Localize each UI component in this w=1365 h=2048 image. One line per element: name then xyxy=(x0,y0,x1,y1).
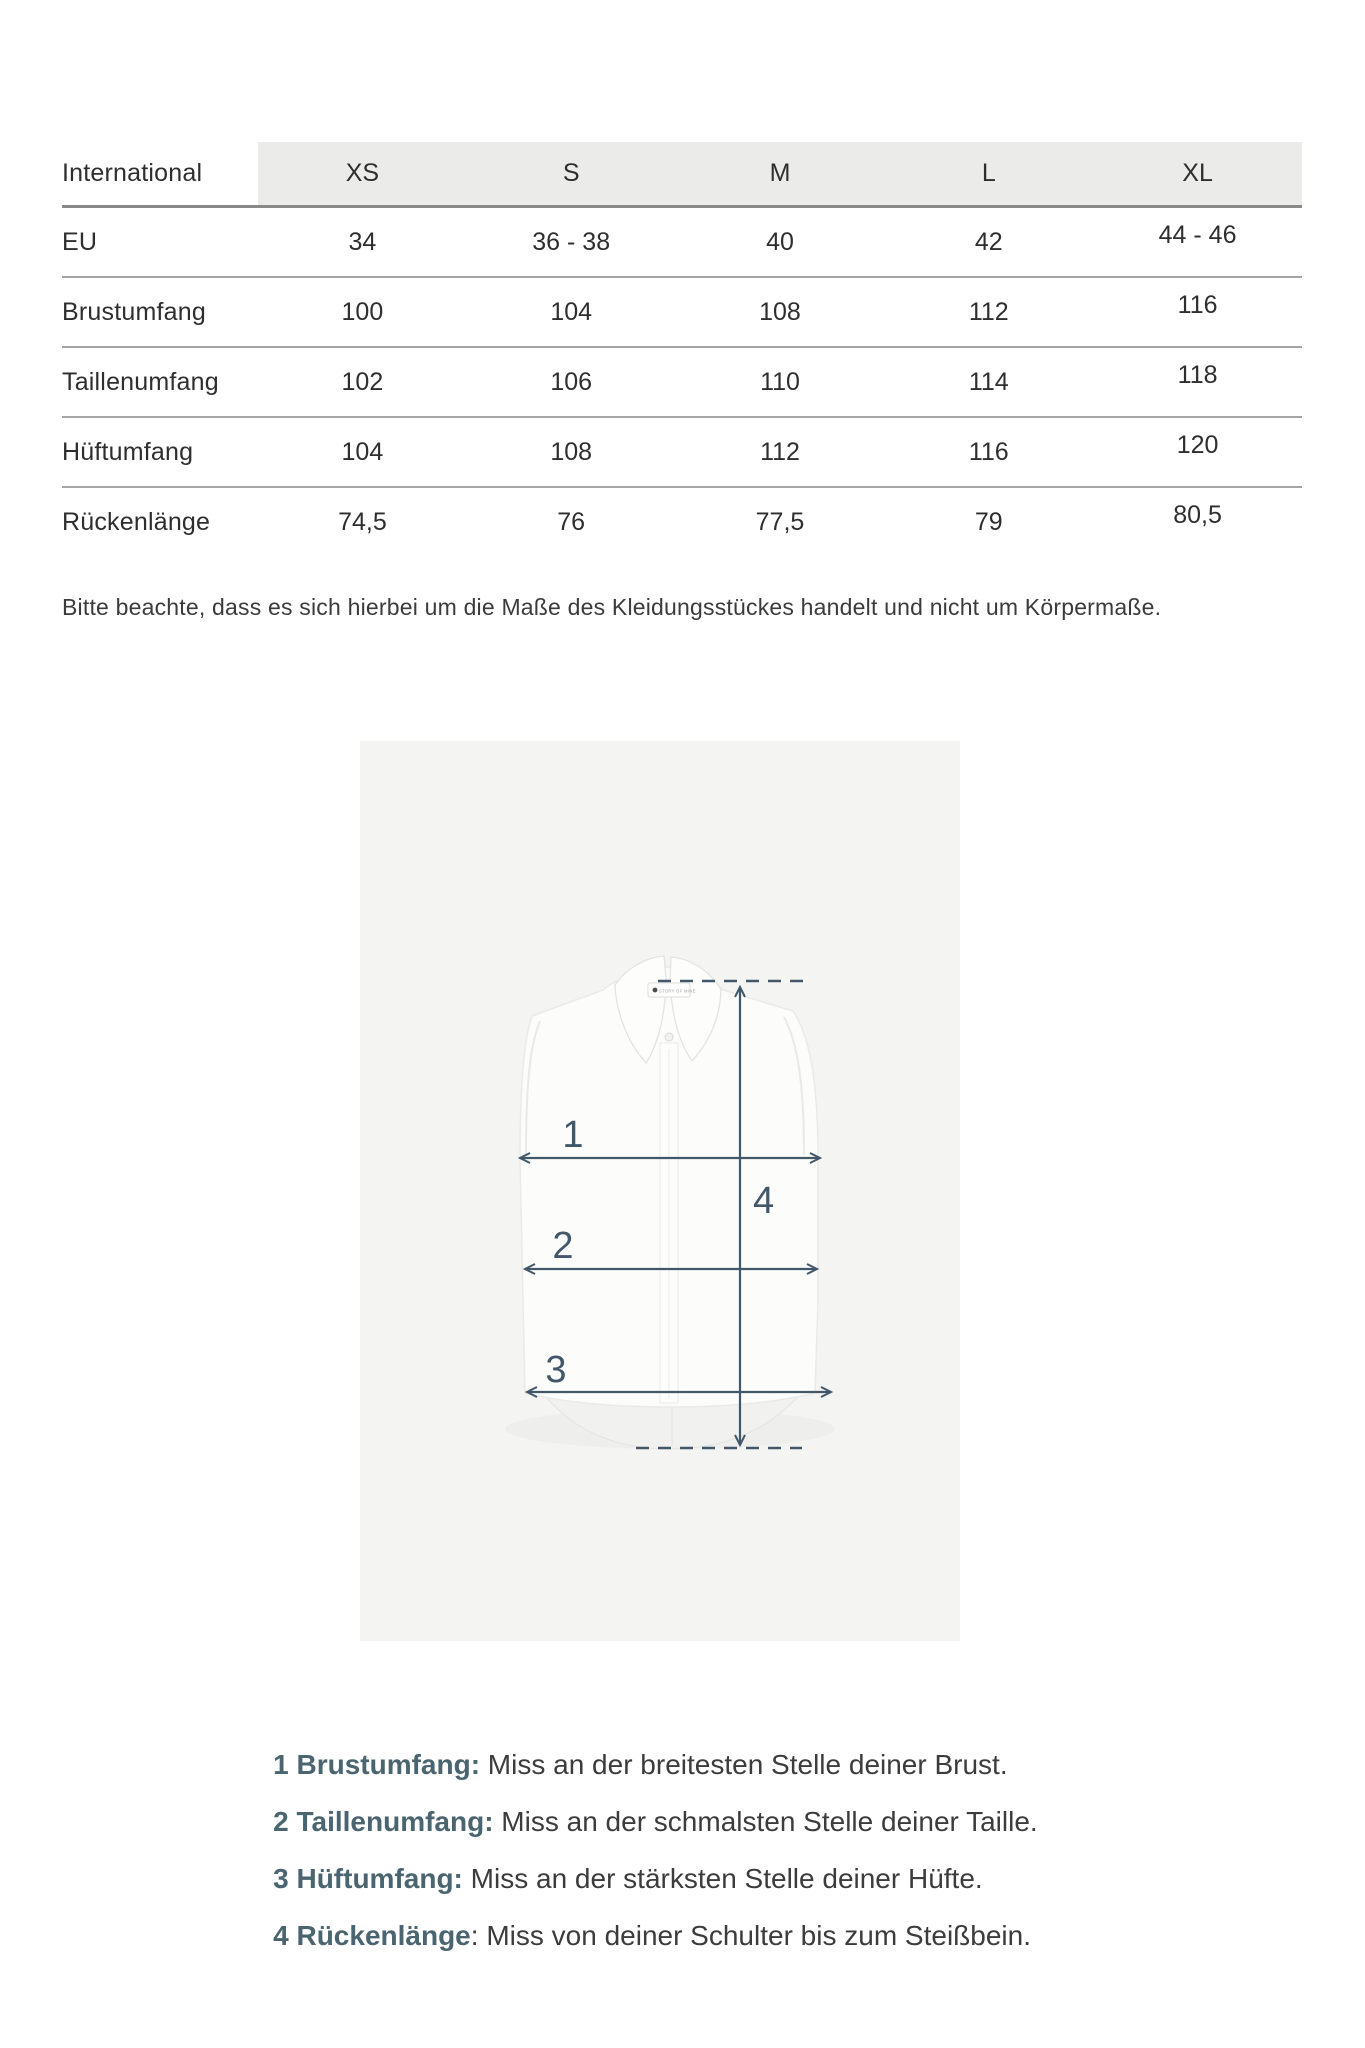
cell-value: 76 xyxy=(557,507,586,536)
size-table xyxy=(62,142,1302,556)
cell-value: 116 xyxy=(1177,290,1218,319)
cell-value: 104 xyxy=(341,437,384,466)
cell-value: 102 xyxy=(341,367,384,396)
table-row-brustumfang xyxy=(62,276,1302,346)
brand-label-text: STORY OF MINE xyxy=(659,988,696,994)
cell-value: 36 - 38 xyxy=(532,227,611,256)
table-row-rueckenlaenge xyxy=(62,486,1302,556)
cell-value: 116 xyxy=(968,437,1009,466)
legend-text: Miss an der breitesten Stelle deiner Brust. xyxy=(480,1749,1008,1780)
size-header-l: L xyxy=(884,142,1093,205)
marker-3: 3 xyxy=(545,1349,567,1391)
marker-2: 2 xyxy=(552,1225,574,1267)
cell-value: 108 xyxy=(759,297,801,326)
cell-value: 110 xyxy=(760,367,800,396)
size-header-xl: XL xyxy=(1093,142,1302,205)
table-header-row xyxy=(62,142,1302,208)
legend-text: Miss an der schmalsten Stelle deiner Taille. xyxy=(493,1806,1038,1837)
legend-label: 4 Rückenlänge xyxy=(273,1920,471,1951)
legend-item-brustumfang xyxy=(242,1679,1038,1780)
row-label: EU xyxy=(62,227,98,256)
table-header-international: International xyxy=(62,159,203,187)
cell-value: 112 xyxy=(760,437,800,466)
brand-label-tag xyxy=(648,983,696,997)
legend-text: : Miss von deiner Schulter bis zum Steißbein. xyxy=(470,1920,1031,1951)
cell-value: 40 xyxy=(766,227,794,256)
legend-label: 2 Taillenumfang: xyxy=(273,1806,494,1837)
row-label: Brustumfang xyxy=(62,297,206,326)
cell-value: 42 xyxy=(974,227,1003,256)
row-label: Hüftumfang xyxy=(62,437,194,466)
table-row-eu xyxy=(62,208,1302,276)
cell-value: 112 xyxy=(968,297,1009,326)
legend-label: 3 Hüftumfang: xyxy=(273,1863,463,1894)
brand-logo-dot xyxy=(653,988,658,993)
cell-value: 80,5 xyxy=(1173,500,1222,529)
cell-value: 108 xyxy=(550,437,593,466)
legend-label: 1 Brustumfang: xyxy=(273,1749,481,1780)
cell-value: 77,5 xyxy=(755,507,805,536)
marker-4: 4 xyxy=(753,1180,775,1222)
marker-1: 1 xyxy=(562,1114,584,1156)
cell-value: 106 xyxy=(550,367,593,396)
table-row-hueftumfang xyxy=(62,416,1302,486)
cell-value: 34 xyxy=(348,227,377,256)
cell-value: 79 xyxy=(974,507,1003,536)
size-diagram-panel xyxy=(360,741,960,1641)
size-header-xs: XS xyxy=(258,142,467,205)
legend-text: Miss an der stärksten Stelle deiner Hüfte. xyxy=(462,1863,983,1894)
cell-value: 104 xyxy=(550,297,593,326)
cell-value: 114 xyxy=(968,367,1009,396)
measurement-note: Bitte beachte, dass es sich hierbei um die Maße des Kleidungsstückes handelt und nicht um Körpermaße. xyxy=(62,594,1162,620)
cell-value: 100 xyxy=(341,297,384,326)
cell-value: 118 xyxy=(1177,360,1218,389)
blouse-measurement-diagram xyxy=(360,741,960,1641)
table-row-taillenumfang xyxy=(62,346,1302,416)
cell-value: 44 - 46 xyxy=(1158,220,1237,249)
size-header-s: S xyxy=(467,142,676,205)
cell-value: 120 xyxy=(1176,430,1219,459)
cell-value: 74,5 xyxy=(338,507,387,536)
row-label: Taillenumfang xyxy=(62,367,219,396)
measurement-legend xyxy=(242,1679,1038,1951)
collar-button xyxy=(665,1033,673,1041)
row-label: Rückenlänge xyxy=(62,507,211,536)
size-header-m: M xyxy=(676,142,885,205)
